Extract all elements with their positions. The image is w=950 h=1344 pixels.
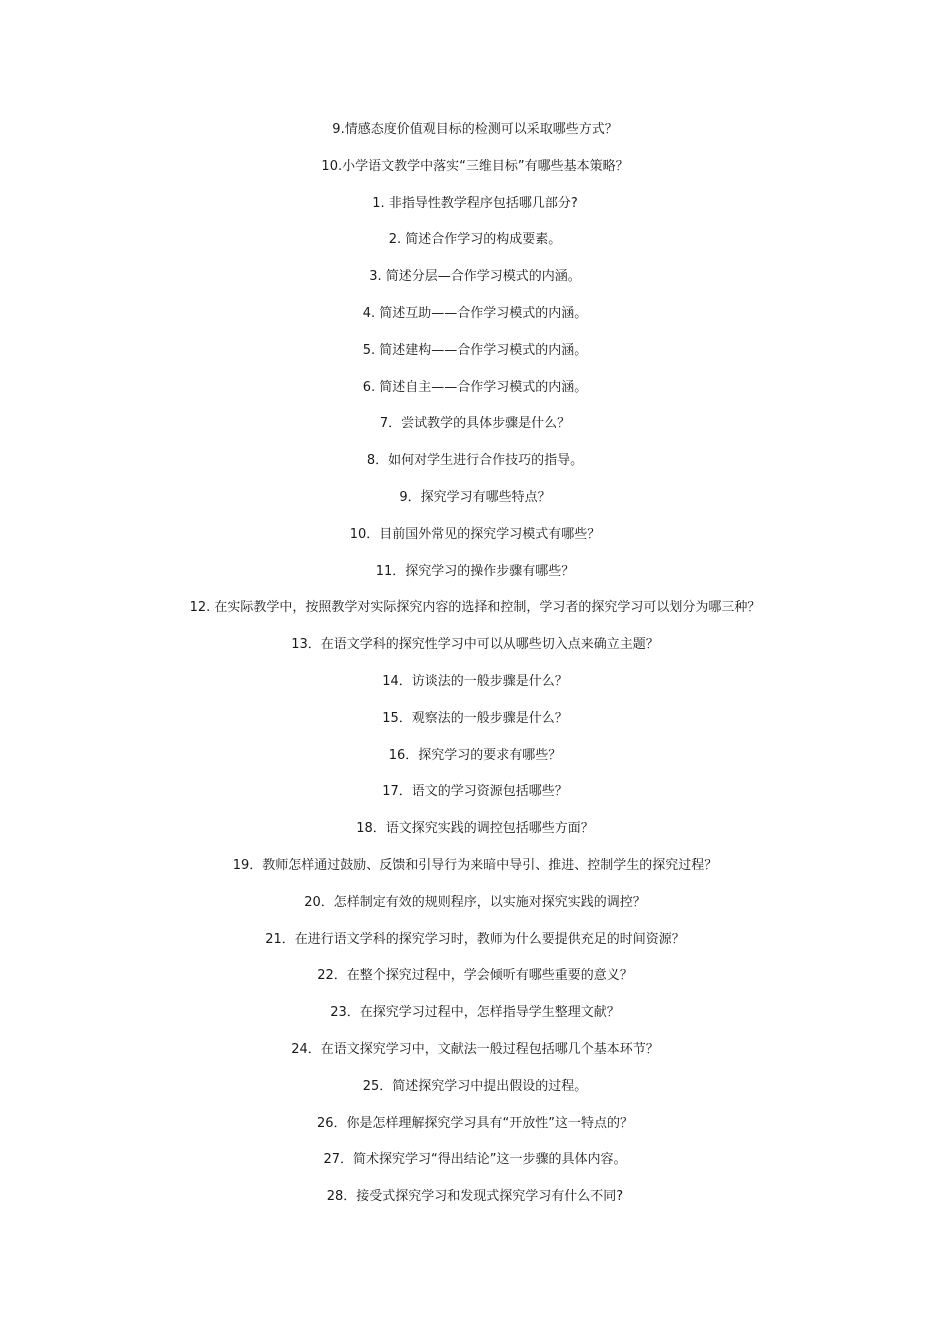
question-item: 14．访谈法的一般步骤是什么？ [382, 673, 568, 689]
question-item: 8．如何对学生进行合作技巧的指导。 [366, 453, 584, 469]
question-item: 27．简术探究学习“得出结论”这一步骤的具体内容。 [323, 1152, 627, 1168]
question-item: 9．探究学习有哪些特点？ [399, 489, 551, 505]
question-item: 10．目前国外常见的探究学习模式有哪些？ [349, 526, 601, 542]
question-item: 1. 非指导性教学程序包括哪几部分? [372, 195, 578, 211]
question-item: 9.情感态度价值观目标的检测可以采取哪些方式？ [332, 122, 618, 137]
question-item: 24．在语文探究学习中，文献法一般过程包括哪几个基本环节？ [291, 1041, 659, 1057]
question-item: 19．教师怎样通过鼓励、反馈和引导行为来暗中导引、推进、控制学生的探究过程？ [232, 857, 718, 873]
question-item: 16．探究学习的要求有哪些？ [388, 747, 562, 763]
question-item: 17．语文的学习资源包括哪些？ [382, 784, 568, 800]
question-item: 12. 在实际教学中，按照教学对实际探究内容的选择和控制，学习者的探究学习可以划分为哪三种？ [189, 600, 761, 616]
question-item: 10.小学语文教学中落实“三维目标”有哪些基本策略？ [321, 158, 629, 174]
question-item: 21．在进行语文学科的探究学习时，教师为什么要提供充足的时间资源？ [265, 931, 685, 947]
question-list [0, 119, 950, 1223]
question-item: 7．尝试教学的具体步骤是什么？ [379, 416, 571, 432]
question-item: 6. 简述自主——合作学习模式的内涵。 [362, 379, 588, 395]
question-item: 18．语文探究实践的调控包括哪些方面？ [356, 821, 594, 837]
question-item: 26．你是怎样理解探究学习具有“开放性”这一特点的？ [316, 1115, 633, 1131]
question-item: 20．怎样制定有效的规则程序，以实施对探究实践的调控？ [304, 894, 646, 910]
question-item: 13．在语文学科的探究性学习中可以从哪些切入点来确立主题？ [291, 637, 659, 653]
question-item: 22．在整个探究过程中，学会倾听有哪些重要的意义？ [317, 968, 633, 984]
question-item: 28．接受式探究学习和发现式探究学习有什么不同? [326, 1189, 624, 1205]
question-item: 4. 简述互助——合作学习模式的内涵。 [362, 305, 588, 321]
question-item: 11．探究学习的操作步骤有哪些？ [375, 563, 575, 579]
question-item: 5. 简述建构——合作学习模式的内涵。 [362, 342, 588, 358]
question-item: 25．简述探究学习中提出假设的过程。 [362, 1078, 588, 1094]
question-item: 3. 简述分层—合作学习模式的内涵。 [369, 269, 581, 285]
question-item: 23．在探究学习过程中，怎样指导学生整理文献？ [330, 1005, 620, 1021]
question-item: 15．观察法的一般步骤是什么？ [382, 710, 568, 726]
question-item: 2. 简述合作学习的构成要素。 [388, 232, 562, 248]
